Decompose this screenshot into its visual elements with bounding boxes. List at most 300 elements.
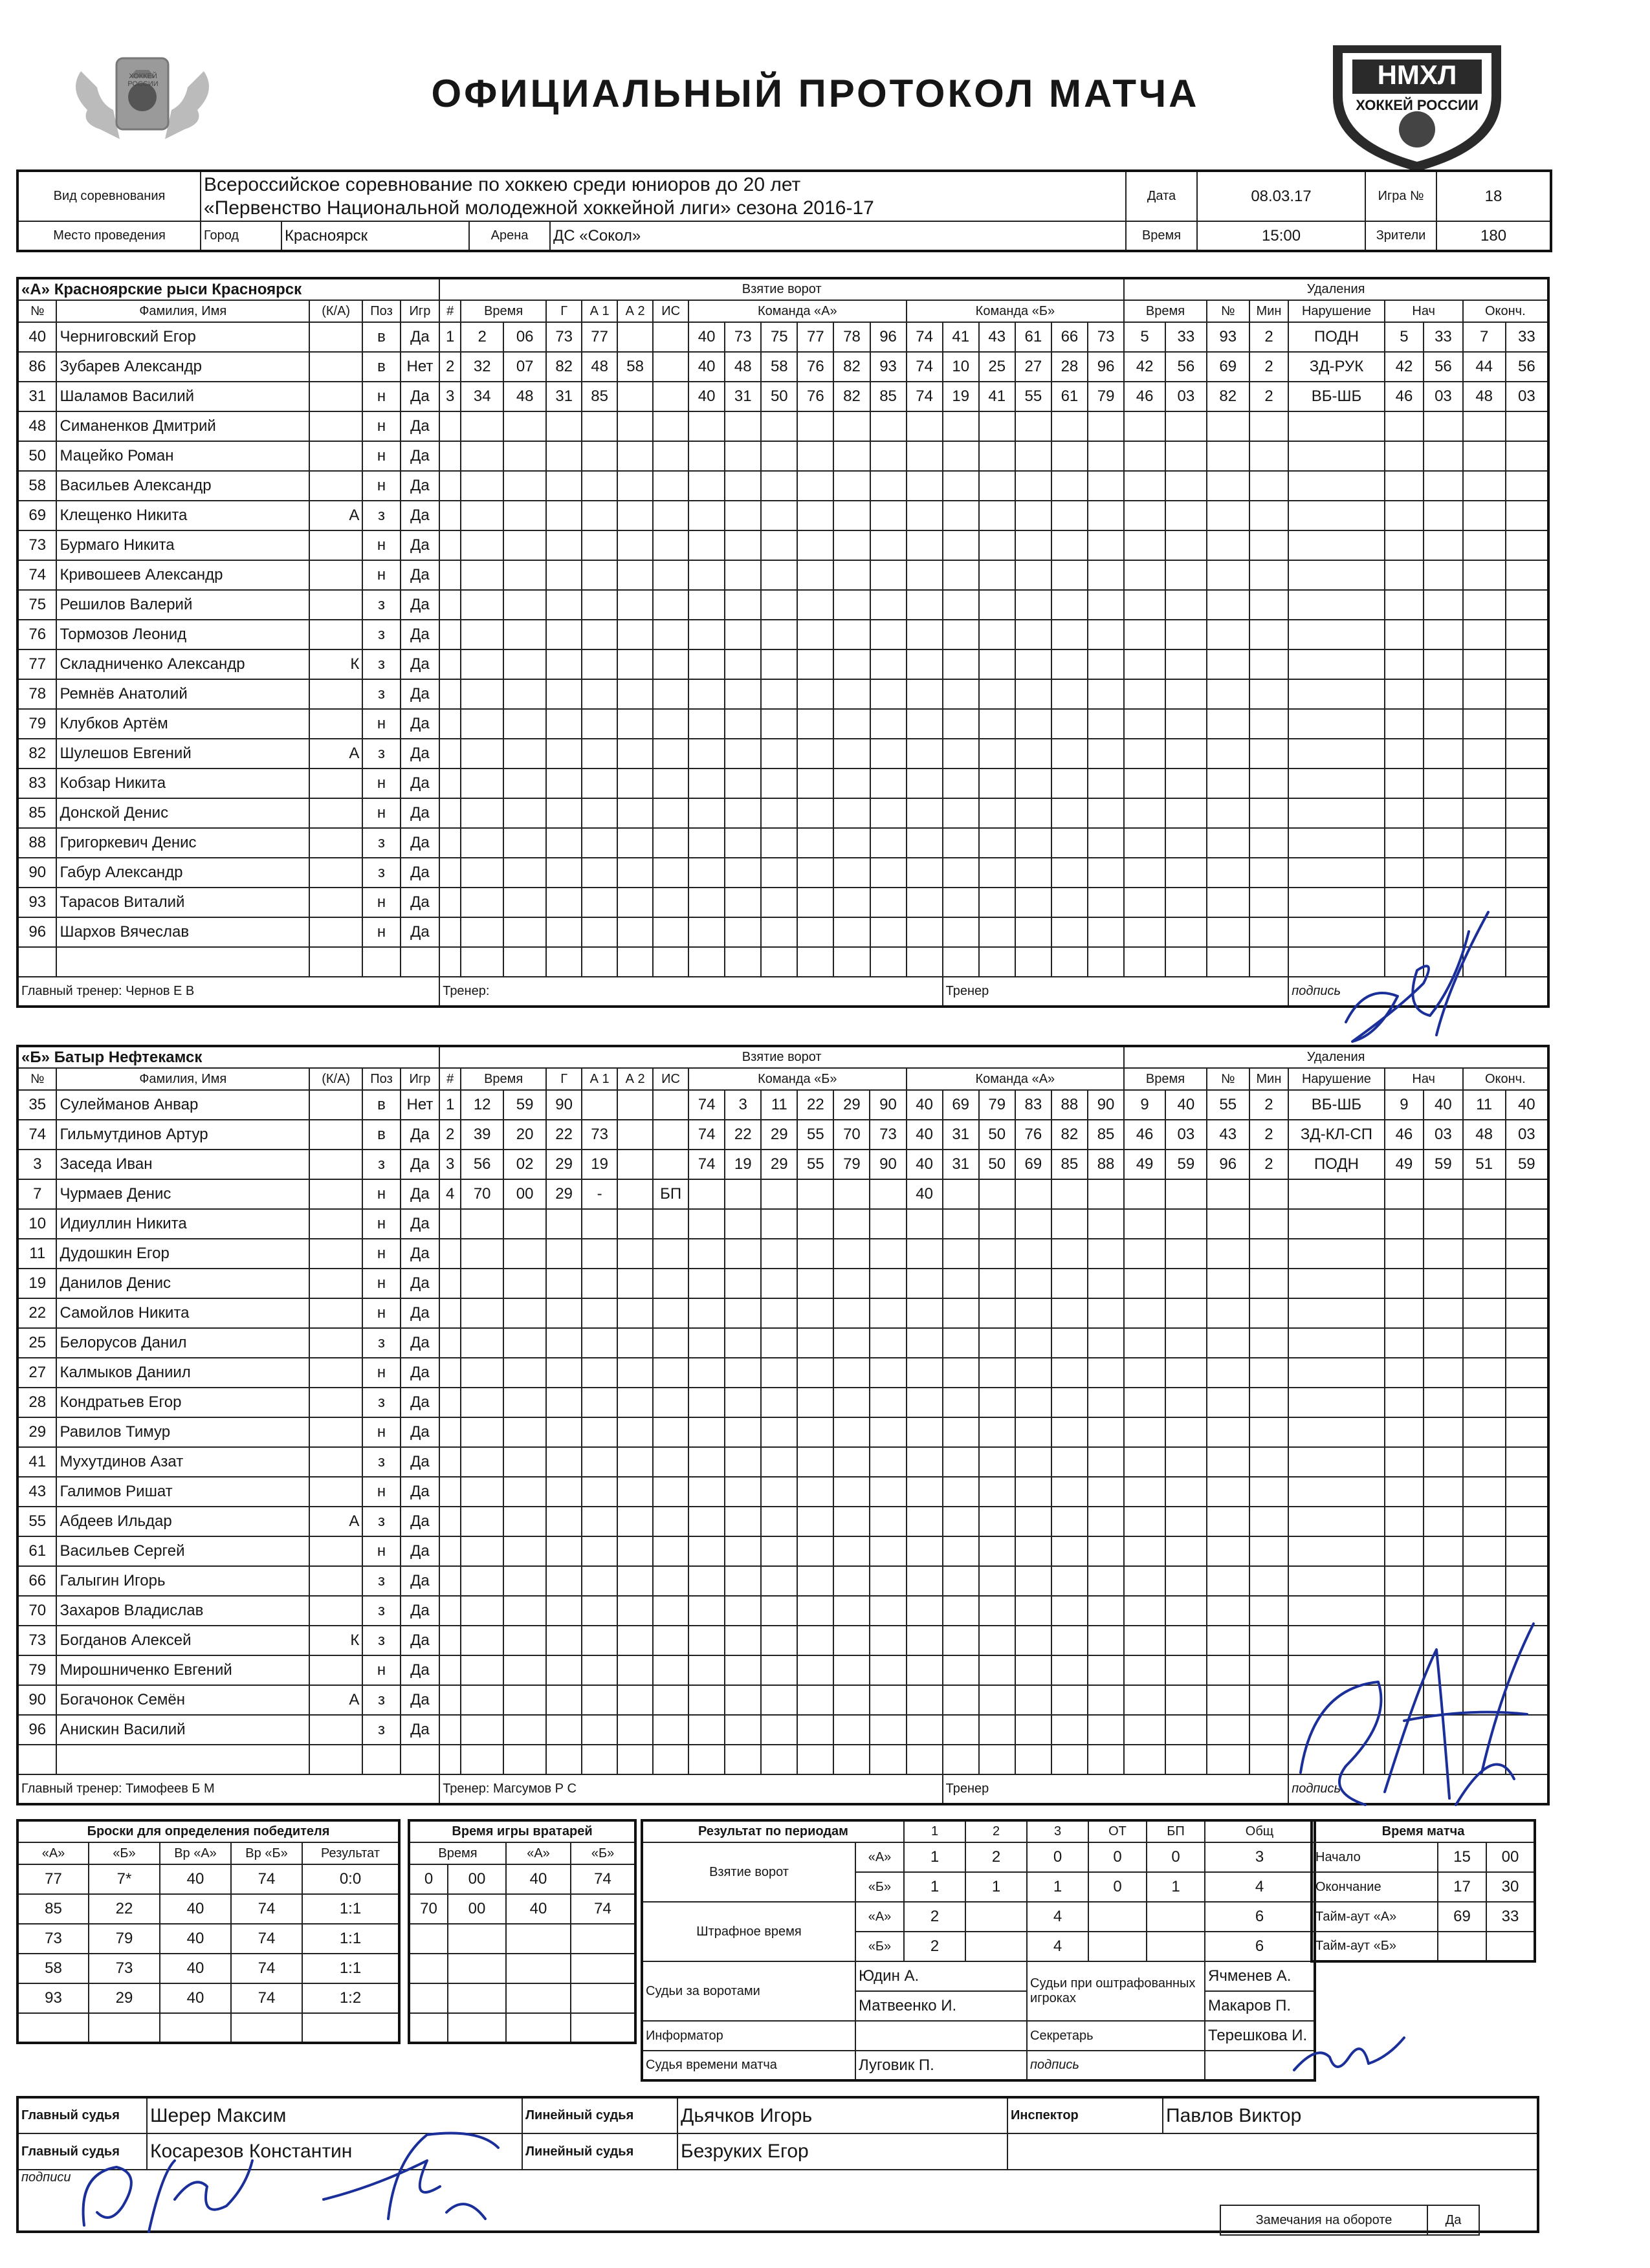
player-captain [309, 828, 362, 858]
player-captain: А [309, 501, 362, 530]
player-number: 96 [17, 1715, 56, 1745]
table-row [17, 1477, 1548, 1507]
player-name: Калмыков Даниил [56, 1358, 309, 1388]
spectators-label: Зрители [1365, 221, 1436, 251]
shootout-header: Результат [302, 1842, 399, 1864]
table-row [17, 1179, 1548, 1209]
goal-cell: 90 [870, 1090, 906, 1120]
player-played: Да [401, 530, 440, 560]
period-pen-a: 4 [1027, 1902, 1088, 1932]
player-played: Да [401, 1477, 440, 1507]
teamA-col-pen-time: Время [1124, 300, 1207, 322]
signature-referee-1 [71, 2135, 265, 2238]
player-number: 79 [17, 1655, 56, 1685]
player-name: Донской Денис [56, 798, 309, 828]
teamA-col-a1: А 1 [582, 300, 617, 322]
city-value: Красноярск [281, 221, 469, 251]
match-time-label: Начало [1312, 1842, 1438, 1872]
table-row [409, 2013, 635, 2043]
player-number: 61 [17, 1536, 56, 1566]
player-played: Да [401, 322, 440, 352]
player-position: з [362, 1447, 400, 1477]
teamA-col-pen-start: Нач [1385, 300, 1463, 322]
player-number: 43 [17, 1477, 56, 1507]
player-name: Кондратьев Егор [56, 1388, 309, 1417]
goal-cell: 28 [1051, 352, 1088, 382]
goalie-cell: 00 [448, 1894, 506, 1924]
teamA-col-pen-end: Оконч. [1463, 300, 1548, 322]
goal-cell: 29 [761, 1120, 797, 1150]
teamA-table [16, 277, 1550, 1008]
sign-label: подпись [1027, 2051, 1205, 2080]
goal-judge-1: Юдин А. [855, 1961, 1027, 1991]
goalie-header-time: Время [409, 1842, 506, 1864]
player-name: Дудошкин Егор [56, 1239, 309, 1269]
penalty-cell: 46 [1385, 1120, 1424, 1150]
shootout-cell: 73 [17, 1924, 89, 1954]
teamA-col-a2: А 2 [617, 300, 653, 322]
period-goals-a: 0 [1027, 1842, 1088, 1872]
period-pen-b: 4 [1027, 1932, 1088, 1961]
player-position: н [362, 798, 400, 828]
player-position: з [362, 679, 400, 709]
nmhl-logo-text: НМХЛ [1377, 60, 1457, 90]
penalty-cell: 2 [1249, 382, 1288, 411]
player-position: з [362, 1507, 400, 1536]
table-row [17, 1924, 399, 1954]
player-number: 7 [17, 1179, 56, 1209]
period-header: БП [1147, 1820, 1205, 1842]
player-played: Да [401, 1507, 440, 1536]
teamB-col-pen-start: Нач [1385, 1068, 1463, 1090]
player-played: Да [401, 1566, 440, 1596]
goal-cell: 55 [1015, 382, 1051, 411]
player-position: н [362, 441, 400, 471]
table-row [409, 1864, 635, 1894]
goal-cell: 74 [907, 322, 943, 352]
penalty-cell: 96 [1207, 1150, 1249, 1179]
penalty-cell: 03 [1165, 382, 1207, 411]
period-pen-b: 6 [1205, 1932, 1315, 1961]
table-row [17, 947, 1548, 977]
player-played: Да [401, 1269, 440, 1298]
player-name: Галимов Ришат [56, 1477, 309, 1507]
penalty-cell: 42 [1124, 352, 1165, 382]
shootout-cell: 74 [231, 1864, 302, 1894]
player-number: 85 [17, 798, 56, 828]
goal-cell: 19 [943, 382, 979, 411]
table-row [17, 798, 1548, 828]
player-position: н [362, 769, 400, 798]
penalty-cell: 2 [1249, 352, 1288, 382]
goal-cell: 82 [833, 352, 870, 382]
player-position: з [362, 828, 400, 858]
penalty-cell: 11 [1463, 1090, 1506, 1120]
player-name: Васильев Сергей [56, 1536, 309, 1566]
teamA-penalties-header: Удаления [1124, 278, 1548, 300]
goal-cell [617, 1090, 653, 1120]
player-played: Да [401, 1626, 440, 1655]
player-name: Клещенко Никита [56, 501, 309, 530]
player-position: н [362, 888, 400, 917]
shootout-cell: 0:0 [302, 1864, 399, 1894]
nmhl-logo-subtext: ХОККЕЙ РОССИИ [1356, 97, 1479, 113]
game-label: Игра № [1365, 171, 1436, 221]
player-played: Да [401, 1596, 440, 1626]
player-number: 58 [17, 471, 56, 501]
teamB-col-pos: Поз [362, 1068, 400, 1090]
shootout-header: Вр «А» [160, 1842, 231, 1864]
penalty-cell: 5 [1385, 322, 1424, 352]
period-pen-b: 2 [904, 1932, 965, 1961]
time-value: 15:00 [1197, 221, 1365, 251]
goal-cell: 34 [461, 382, 503, 411]
player-played: Да [401, 1715, 440, 1745]
player-number: 25 [17, 1328, 56, 1358]
period-pen-b [965, 1932, 1027, 1961]
goal-cell: 90 [1088, 1090, 1124, 1120]
head-referee-label-1: Главный судья [17, 2097, 147, 2133]
penalty-cell: ПОДН [1288, 322, 1384, 352]
penalty-cell: 48 [1463, 1120, 1506, 1150]
goalie-cell: 40 [506, 1864, 571, 1894]
table-row [17, 1209, 1548, 1239]
player-captain [309, 530, 362, 560]
player-captain [309, 1239, 362, 1269]
goal-cell: 06 [503, 322, 546, 352]
player-captain [309, 322, 362, 352]
player-played: Да [401, 1150, 440, 1179]
goalie-time-table [408, 1819, 637, 2044]
player-number: 10 [17, 1209, 56, 1239]
table-row [409, 1924, 635, 1954]
goal-cell: 59 [503, 1090, 546, 1120]
teamB-col-hash: # [439, 1068, 461, 1090]
informer-label: Информатор [642, 2021, 855, 2051]
goal-cell: 82 [833, 382, 870, 411]
player-position: н [362, 530, 400, 560]
goal-cell: 22 [546, 1120, 582, 1150]
player-captain [309, 1150, 362, 1179]
player-played: Да [401, 769, 440, 798]
player-number: 3 [17, 1150, 56, 1179]
goal-cell [1015, 1179, 1051, 1209]
table-row [17, 858, 1548, 888]
period-goals-a: 0 [1147, 1842, 1205, 1872]
teamB-title: «Б» Батыр Нефтекамск [17, 1046, 439, 1068]
table-row [17, 1388, 1548, 1417]
penalty-cell: 82 [1207, 382, 1249, 411]
player-name: Шулешов Евгений [56, 739, 309, 769]
player-number: 35 [17, 1090, 56, 1120]
goal-cell [1088, 1179, 1124, 1209]
goal-cell: 07 [503, 352, 546, 382]
player-name: Мацейко Роман [56, 441, 309, 471]
player-number: 40 [17, 322, 56, 352]
player-position: з [362, 1685, 400, 1715]
table-row [1312, 1842, 1535, 1872]
player-name: Галыгин Игорь [56, 1566, 309, 1596]
inspector-label: Инспектор [1007, 2097, 1163, 2133]
match-time-table [1310, 1819, 1536, 1963]
player-number: 96 [17, 917, 56, 947]
player-position: н [362, 1209, 400, 1239]
player-number: 28 [17, 1388, 56, 1417]
player-played: Да [401, 441, 440, 471]
player-captain [309, 1298, 362, 1328]
goal-cell [943, 1179, 979, 1209]
goal-cell: 40 [688, 352, 725, 382]
match-time-min: 17 [1438, 1872, 1486, 1902]
period-pen-a: 2 [904, 1902, 965, 1932]
city-label: Город [201, 221, 281, 251]
player-position: н [362, 1239, 400, 1269]
player-captain [309, 709, 362, 739]
match-time-sec: 00 [1486, 1842, 1535, 1872]
penalty-cell: 49 [1124, 1150, 1165, 1179]
remarks-label: Замечания на обороте [1220, 2205, 1427, 2235]
goal-cell: 74 [907, 382, 943, 411]
player-captain [309, 1090, 362, 1120]
match-time-min: 69 [1438, 1902, 1486, 1932]
goal-cell: 73 [546, 322, 582, 352]
shootout-cell: 1:1 [302, 1924, 399, 1954]
penalty-cell: 46 [1124, 382, 1165, 411]
table-row [17, 411, 1548, 441]
period-goals-b: 1 [904, 1872, 965, 1902]
period-goals-b: 1 [1147, 1872, 1205, 1902]
remarks-box [1220, 2205, 1480, 2236]
penalty-cell: 93 [1207, 322, 1249, 352]
shootout-cell: 40 [160, 1924, 231, 1954]
table-row [1312, 1872, 1535, 1902]
goal-cell: 40 [688, 382, 725, 411]
penalty-cell: 59 [1424, 1150, 1462, 1179]
periods-team-b: «Б» [855, 1872, 904, 1902]
page-title: ОФИЦИАЛЬНЫЙ ПРОТОКОЛ МАТЧА [431, 72, 1200, 115]
player-position: з [362, 739, 400, 769]
goal-cell: 69 [943, 1090, 979, 1120]
player-played: Нет [401, 352, 440, 382]
table-row [17, 1864, 399, 1894]
table-row [17, 769, 1548, 798]
goal-cell: 43 [979, 322, 1015, 352]
match-time-sec: 33 [1486, 1902, 1535, 1932]
period-header: 3 [1027, 1820, 1088, 1842]
goal-cell [870, 1179, 906, 1209]
goal-cell: 40 [907, 1179, 943, 1209]
period-pen-a [1088, 1902, 1147, 1932]
player-number: 73 [17, 530, 56, 560]
goal-cell: 31 [943, 1150, 979, 1179]
line-judge-label-1: Линейный судья [522, 2097, 677, 2133]
penalty-cell: 9 [1385, 1090, 1424, 1120]
player-name: Равилов Тимур [56, 1417, 309, 1447]
period-goals-a: 2 [965, 1842, 1027, 1872]
table-row [17, 649, 1548, 679]
goal-cell: 31 [546, 382, 582, 411]
player-position: в [362, 352, 400, 382]
shootout-header: «А» [17, 1842, 89, 1864]
penalty-cell: 5 [1124, 322, 1165, 352]
goalie-cell: 00 [448, 1864, 506, 1894]
player-number: 19 [17, 1269, 56, 1298]
shootout-cell: 40 [160, 1864, 231, 1894]
table-row [409, 1983, 635, 2013]
player-name: Шаламов Василий [56, 382, 309, 411]
teamB-col-a1: А 1 [582, 1068, 617, 1090]
player-position: в [362, 1090, 400, 1120]
player-number: 78 [17, 679, 56, 709]
arena-label: Арена [469, 221, 550, 251]
penalty-cell: 56 [1165, 352, 1207, 382]
player-number: 73 [17, 1626, 56, 1655]
goal-cell [653, 352, 688, 382]
remarks-value: Да [1427, 2205, 1479, 2235]
goal-cell: 11 [761, 1090, 797, 1120]
period-header: ОТ [1088, 1820, 1147, 1842]
match-time-sec: 30 [1486, 1872, 1535, 1902]
player-position: з [362, 1328, 400, 1358]
period-header: Общ [1205, 1820, 1315, 1842]
periods-team-a: «А» [855, 1902, 904, 1932]
goal-cell: 2 [439, 1120, 461, 1150]
table-row [17, 1090, 1548, 1120]
table-row [17, 739, 1548, 769]
penalty-cell: 03 [1165, 1120, 1207, 1150]
competition-label: Вид соревнования [17, 171, 201, 221]
player-position: з [362, 1388, 400, 1417]
player-number: 86 [17, 352, 56, 382]
shootout-cell: 85 [17, 1894, 89, 1924]
periods-goals-label: Взятие ворот [642, 1842, 855, 1902]
penalty-cell: 43 [1207, 1120, 1249, 1150]
goalie-cell: 74 [571, 1894, 635, 1924]
player-name: Клубков Артём [56, 709, 309, 739]
signatures-label: подписи [17, 2170, 1538, 2232]
goal-cell: 82 [546, 352, 582, 382]
goal-cell: 79 [979, 1090, 1015, 1120]
player-name: Тарасов Виталий [56, 888, 309, 917]
goal-cell: 3 [439, 1150, 461, 1179]
goal-cell: 1 [439, 322, 461, 352]
player-number: 74 [17, 1120, 56, 1150]
table-row [409, 1954, 635, 1983]
shootout-cell: 7* [89, 1864, 160, 1894]
time-label: Время [1126, 221, 1197, 251]
player-captain: А [309, 739, 362, 769]
shootout-cell: 29 [89, 1983, 160, 2013]
goal-cell: 58 [617, 352, 653, 382]
player-name: Сулейманов Анвар [56, 1090, 309, 1120]
player-played: Да [401, 858, 440, 888]
goal-cell: 55 [797, 1120, 833, 1150]
player-number: 70 [17, 1596, 56, 1626]
player-captain [309, 1447, 362, 1477]
goal-cell: 83 [1015, 1090, 1051, 1120]
goalie-cell: 0 [409, 1864, 448, 1894]
penalty-cell: ЗД-РУК [1288, 352, 1384, 382]
goal-cell [653, 1120, 688, 1150]
player-number: 29 [17, 1417, 56, 1447]
goal-cell: 48 [582, 352, 617, 382]
player-number: 76 [17, 620, 56, 649]
teamA-col-pos: Поз [362, 300, 400, 322]
player-position: в [362, 1120, 400, 1150]
penalty-cell: 03 [1424, 1120, 1462, 1150]
goal-cell: - [582, 1179, 617, 1209]
teamA-col-opp-team: Команда «Б» [907, 300, 1125, 322]
teamA-col-ka: (К/А) [309, 300, 362, 322]
secretary-name: Терешкова И. [1205, 2021, 1315, 2051]
goal-judge-2: Матвеенко И. [855, 1991, 1027, 2021]
goal-cell: 02 [503, 1150, 546, 1179]
goal-cell: 76 [797, 352, 833, 382]
player-position: з [362, 1566, 400, 1596]
penalty-cell: 03 [1506, 382, 1548, 411]
timekeeper-name: Луговик П. [855, 2051, 1027, 2080]
goal-cell: 90 [546, 1090, 582, 1120]
player-number: 82 [17, 739, 56, 769]
goalie-cell: 40 [506, 1894, 571, 1924]
table-row [17, 471, 1548, 501]
table-row [17, 1983, 399, 2013]
teamB-head-coach: Главный тренер: Тимофеев Б М [17, 1774, 439, 1804]
player-name: Кривошеев Александр [56, 560, 309, 590]
player-position: з [362, 1596, 400, 1626]
goal-cell: 56 [461, 1150, 503, 1179]
player-position: з [362, 501, 400, 530]
table-row [17, 501, 1548, 530]
goal-cell [797, 1179, 833, 1209]
player-position: з [362, 1150, 400, 1179]
player-number: 48 [17, 411, 56, 441]
periods-title: Результат по периодам [642, 1820, 904, 1842]
goal-cell [653, 1090, 688, 1120]
period-goals-a: 1 [904, 1842, 965, 1872]
table-row [17, 1447, 1548, 1477]
period-goals-b: 1 [1027, 1872, 1088, 1902]
table-row [17, 1239, 1548, 1269]
player-played: Да [401, 917, 440, 947]
goal-cell: 48 [503, 382, 546, 411]
teamA-coach [439, 977, 942, 1007]
goal-judges-label: Судьи за воротами [642, 1961, 855, 2021]
goal-cell: 90 [870, 1150, 906, 1179]
penalty-cell: ПОДН [1288, 1150, 1384, 1179]
player-played: Да [401, 1328, 440, 1358]
goal-cell [761, 1179, 797, 1209]
penalty-cell: 40 [1424, 1090, 1462, 1120]
table-row [17, 382, 1548, 411]
goal-cell [725, 1179, 761, 1209]
player-captain [309, 679, 362, 709]
goalie-header-a: «А» [506, 1842, 571, 1864]
teamB-col-own-team: Команда «Б» [688, 1068, 906, 1090]
player-position: н [362, 709, 400, 739]
player-position: н [362, 382, 400, 411]
table-row [17, 1298, 1548, 1328]
head-coach-label: Главный тренер [21, 1782, 118, 1796]
player-captain [309, 352, 362, 382]
shootout-cell: 1:1 [302, 1894, 399, 1924]
player-position: н [362, 1179, 400, 1209]
goal-cell: 74 [688, 1090, 725, 1120]
goal-cell: 74 [688, 1150, 725, 1179]
teamA-col-g: Г [546, 300, 582, 322]
goal-cell: 50 [761, 382, 797, 411]
player-name: Григоркевич Денис [56, 828, 309, 858]
